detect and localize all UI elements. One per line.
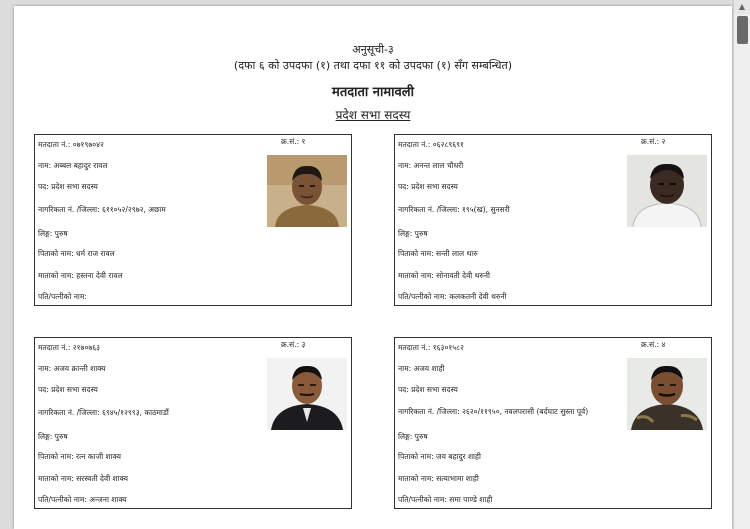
voter-photo — [267, 155, 347, 227]
page-title: मतदाता नामावली — [332, 85, 414, 100]
voter-mother: माताको नाम: सरस्वती देवी शाक्य — [38, 474, 128, 483]
scroll-thumb[interactable] — [737, 16, 748, 44]
voter-father: पिताको नाम: रत्न काजी शाक्य — [38, 452, 121, 461]
voter-card — [394, 337, 712, 509]
voter-father: पिताको नाम: सन्ती लाल थारु — [398, 249, 478, 258]
reference-line: (दफा ६ को उपदफा (१) तथा दफा ११ को उपदफा (१) सँग सम्बन्धित) — [233, 59, 513, 72]
voter-spouse: पति/पत्नीको नाम: कलकतनी देवी थरुनी — [398, 292, 507, 301]
voter-photo — [627, 358, 707, 430]
page-subtitle: प्रदेश सभा सदस्य — [335, 108, 411, 122]
voter-number: मतदाता नं.: २१७०७६३ — [38, 343, 101, 352]
scroll-up-arrow-icon[interactable]: ▲ — [734, 0, 750, 14]
voter-spouse: पति/पत्नीको नाम: समा पाण्डे शाही — [398, 495, 493, 504]
voter-card — [394, 134, 712, 306]
serial-number: क्र.सं.: २ — [641, 137, 666, 146]
voter-gender: लिङ्ग: पुरुष — [38, 432, 68, 441]
voter-spouse: पति/पत्नीको नाम: अन्जना शाक्य — [38, 495, 127, 504]
voter-post: पद: प्रदेश सभा सदस्य — [38, 385, 98, 394]
voter-spouse: पति/पत्नीको नाम: — [38, 292, 87, 301]
voter-number: मतदाता नं.: १६३०१५८२ — [398, 343, 464, 352]
voter-father: पिताको नाम: धर्म राज रावल — [38, 249, 115, 258]
voter-post: पद: प्रदेश सभा सदस्य — [38, 182, 98, 191]
serial-number: क्र.सं.: १ — [281, 137, 306, 146]
voter-photo — [627, 155, 707, 227]
voter-gender: लिङ्ग: पुरुष — [398, 229, 428, 238]
voter-gender: लिङ्ग: पुरुष — [398, 432, 428, 441]
voter-card — [34, 134, 352, 306]
schedule-label: अनुसूची-३ — [352, 43, 394, 56]
voter-number: मतदाता नं.: ०६२८९६९१ — [398, 140, 464, 149]
voter-mother: माताको नाम: सत्याभामा शाही — [398, 474, 479, 483]
serial-number: क्र.सं.: ४ — [641, 340, 666, 349]
voter-mother: माताको नाम: हस्तना देवी रावल — [38, 271, 123, 280]
voter-father: पिताको नाम: जय बहादुर शाही — [398, 452, 481, 461]
vertical-scrollbar[interactable] — [733, 0, 750, 529]
voter-citizenship: नागरिकता नं. /जिल्ला: ६११०५२/२९७२, अछाम — [38, 205, 166, 214]
voter-name: नाम: अजय शाही — [398, 364, 445, 373]
voter-gender: लिङ्ग: पुरुष — [38, 229, 68, 238]
voter-name: नाम: अनन्त लाल चौधरी — [398, 161, 464, 170]
voter-number: मतदाता नं.: ०७१९७०४२ — [38, 140, 104, 149]
voter-post: पद: प्रदेश सभा सदस्य — [398, 182, 458, 191]
voter-photo — [267, 358, 347, 430]
serial-number: क्र.सं.: ३ — [281, 340, 306, 349]
voter-citizenship: नागरिकता नं. /जिल्ला: ६९४५/१२९९३, काठमाडौं — [38, 408, 169, 417]
voter-citizenship: नागरिकता नं. /जिल्ला: १९५(ख), सुनसरी — [398, 205, 510, 214]
voter-name: नाम: अब्बल बहादुर रावल — [38, 161, 108, 170]
voter-citizenship: नागरिकता नं. /जिल्ला: २६२०/११९५०, नवलपरासी (बर्दघाट सुस्ता पूर्व) — [398, 407, 589, 416]
voter-post: पद: प्रदेश सभा सदस्य — [398, 385, 458, 394]
voter-card — [34, 337, 352, 509]
voter-name: नाम: अजय क्रान्ती शाक्य — [38, 364, 106, 373]
voter-mother: माताको नाम: सोनावती देवी थरुनी — [398, 271, 490, 280]
